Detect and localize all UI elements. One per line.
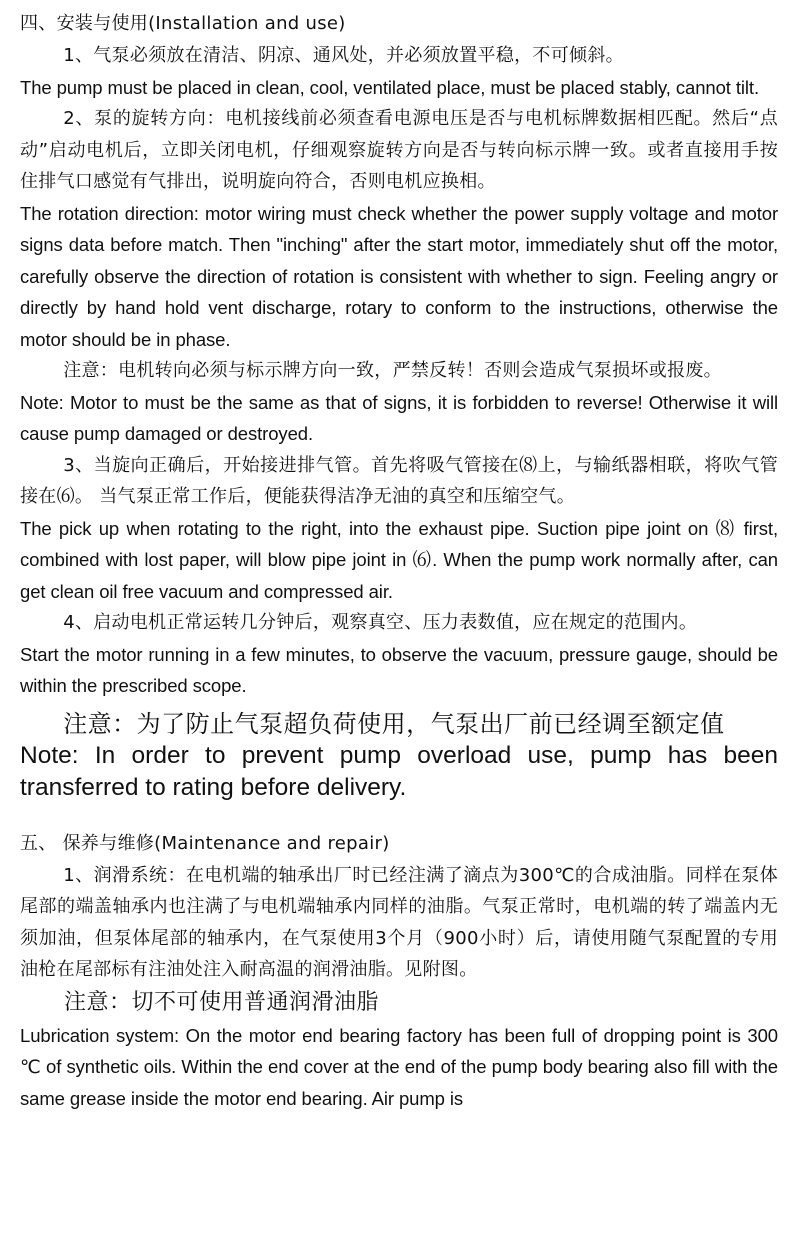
section-4-item-4-en: Start the motor running in a few minutes, to observe the vacuum, pressure gauge, should be within the prescribed scope. <box>20 643 778 696</box>
section-4-note-cn: 注意：电机转向必须与标示牌方向一致，严禁反转！否则会造成气泵损坏或报废。 <box>63 360 722 381</box>
section-4-item-2-cn: 2、泵的旋转方向：电机接线前必须查看电源电压是否与电机标牌数据相匹配。然后“点动”启动电机后，立即关闭电机，仔细观察旋转方向是否与转向标示牌一致。或者直接用手按住排气口感觉有气排出，说明旋向符合，否则电机应换相。 <box>20 108 778 192</box>
section-5-item-1-cn: 1、润滑系统：在电机端的轴承出厂时已经注满了滴点为300℃的合成油脂。同样在泵体尾部的端盖轴承内也注满了与电机端轴承内同样的油脂。气泵正常时，电机端的转了端盖内无须加油，但泵体尾部的轴承内，在气泵使用3个月（900小时）后，请使用随气泵配置的专用油枪在尾部标有注油处注入耐高温的润滑油脂。见附图。 <box>20 864 778 980</box>
section-5-heading: 五、 保养与维修(Maintenance and repair) <box>20 832 390 854</box>
section-5-item-1-en: Lubrication system: On the motor end bearing factory has been full of dropping point is 300 ℃ of synthetic oils. Within the end cover at the end of the pump body bearing also fill with the same grease inside the motor end bearing. Air pump is <box>20 1024 778 1109</box>
section-5-warning-cn: 注意：切不可使用普通润滑油脂 <box>64 989 380 1015</box>
section-4-heading: 四、安装与使用(Installation and use) <box>20 13 346 34</box>
section-4-item-3-en: The pick up when rotating to the right, into the exhaust pipe. Suction pipe joint on ⑻ first, combined with lost paper, will blow pipe joint in ⑹. When the pump work normally after, can get clean oil free vacuum and compressed air. <box>20 517 778 602</box>
section-4-item-1-en: The pump must be placed in clean, cool, ventilated place, must be placed stably, cannot tilt. <box>20 76 760 98</box>
section-4-item-2-en: The rotation direction: motor wiring must check whether the power supply voltage and motor signs data before match. Then "inching" after the start motor, immediately shut off the motor, carefully observe the direction of rotation is consistent with whether to sign. Feeling angry or directly by hand hold vent discharge, rotary to conform to the instructions, otherwise the motor should be in phase. <box>20 202 778 350</box>
section-4-note-en: Note: Motor to must be the same as that of signs, it is forbidden to reverse! Otherwise it will cause pump damaged or destroyed. <box>20 391 778 444</box>
section-4-item-4-cn: 4、启动电机正常运转几分钟后，观察真空、压力表数值，应在规定的范围内。 <box>63 612 698 633</box>
section-4-warning-cn: 注意：为了防止气泵超负荷使用，气泵出厂前已经调至额定值 <box>63 709 725 738</box>
section-4-item-3-cn: 3、当旋向正确后，开始接进排气管。首先将吸气管接在⑻上，与输纸器相联，将吹气管接在⑹。 当气泵正常工作后，便能获得洁净无油的真空和压缩空气。 <box>20 454 778 507</box>
section-4-item-1-cn: 1、气泵必须放在清洁、阴凉、通风处，并必须放置平稳，不可倾斜。 <box>63 45 624 66</box>
section-divider-space <box>20 804 778 828</box>
section-4-warning-en: Note: In order to prevent pump overload use, pump has been transferred to rating before delivery. <box>20 741 778 801</box>
